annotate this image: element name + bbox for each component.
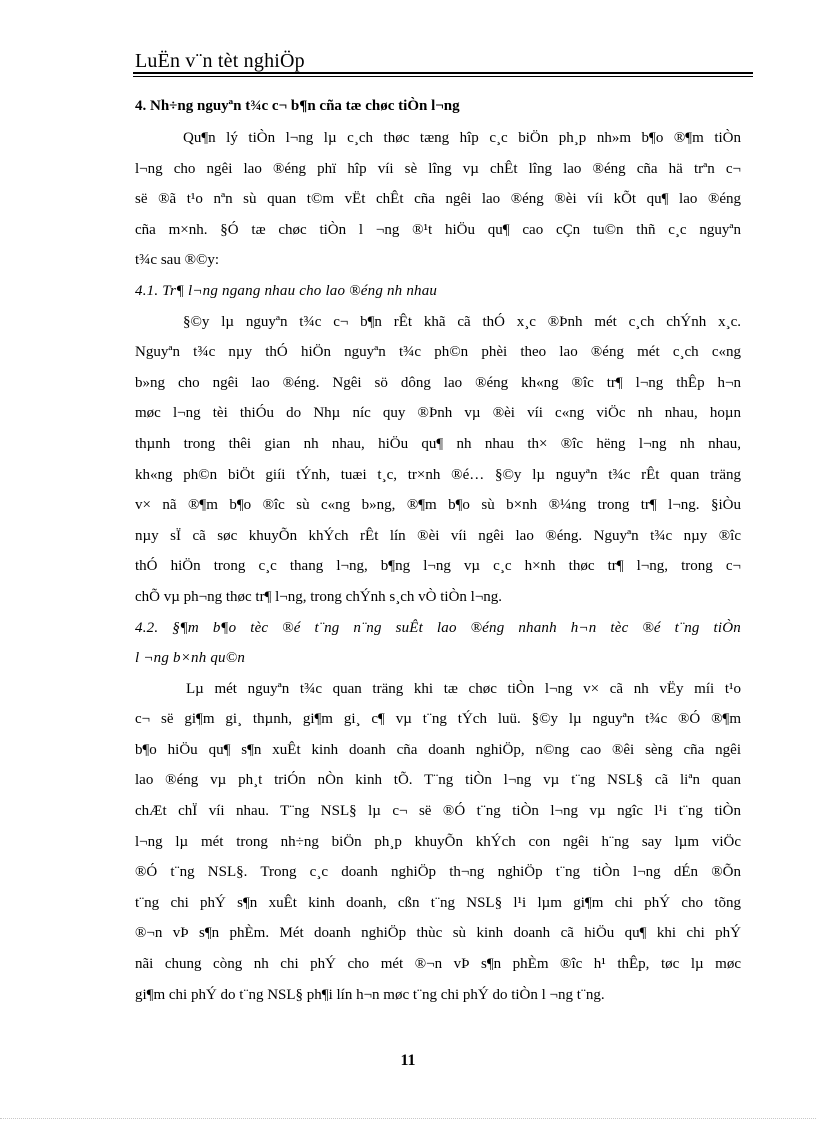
paragraph-line: Nguyªn t¾c nµy thÓ hiÖn nguyªn t¾c ph©n phèi theo lao ®éng mét c¸ch c«ng — [135, 344, 741, 361]
section-4-intro-paragraph — [135, 123, 741, 276]
paragraph-line: t¨ng chi phÝ s¶n xuÊt kinh doanh, cßn t¨ng NSL§ l¹i lµm gi¶m chi phÝ cho tõng — [135, 894, 741, 911]
paragraph-line: ®Ó t¨ng NSL§. Trong c¸c doanh nghiÖp th¬ng nghiÖp t¨ng tiÒn l¬ng dÉn ®Õn — [135, 864, 741, 881]
section-4-2-heading — [135, 613, 741, 674]
section-4-2-paragraph — [135, 674, 741, 1011]
paragraph-line: t¾c sau ®©y: — [135, 252, 220, 269]
paragraph-line: Lµ mét nguyªn t¾c quan träng khi tæ chøc tiÒn l¬ng v× cã nh vËy míi t¹o — [186, 680, 741, 697]
section-4-heading: 4. Nh÷ng nguyªn t¾c c¬ b¶n cña tæ chøc tiÒn l¬ng — [135, 98, 460, 114]
section-4-1-paragraph — [135, 307, 741, 613]
paragraph-line: møc l¬ng tèi thiÓu do Nhµ níc quy ®Þnh vµ ®èi víi c«ng viÖc nh nhau, hoµn — [135, 405, 741, 422]
paragraph-line: së ®ã t¹o nªn sù quan t©m vËt chÊt cña ngêi lao ®éng ®èi víi kÕt qu¶ lao ®éng — [135, 191, 741, 208]
page-edge-divider — [0, 1118, 816, 1119]
document-title: LuËn v¨n tèt nghiÖp — [135, 50, 305, 72]
page-body — [135, 91, 741, 1010]
paragraph-line: b»ng cho ngêi lao ®éng. Ngêi sö dông lao ®éng kh«ng ®îc tr¶ l¬ng thÊp h¬n — [135, 374, 741, 391]
paragraph-line: l¬ng lµ mét trong nh÷ng biÖn ph¸p khuyÕn khÝch con ngêi h¨ng say lµm viÖc — [135, 833, 741, 850]
paragraph-line: chÆt chÏ víi nhau. T¨ng NSL§ lµ c¬ së ®Ó t¨ng tiÒn l¬ng vµ ngîc l¹i t¨ng tiÒn — [135, 803, 741, 820]
paragraph-line: cña m×nh. §Ó tæ chøc tiÒn l ¬ng ®¹t hiÖu qu¶ cao cÇn tu©n thñ c¸c nguyªn — [135, 221, 741, 238]
header-rule-thin — [133, 76, 753, 77]
paragraph-line: Qu¶n lý tiÒn l¬ng lµ c¸ch thøc tæng hîp c¸c biÖn ph¸p nh»m b¶o ®¶m tiÒn — [183, 130, 741, 146]
section-4-1-heading: 4.1. Tr¶ l¬ng ngang nhau cho lao ®éng nh nhau — [135, 282, 438, 299]
paragraph-line: gi¶m chi phÝ do t¨ng NSL§ ph¶i lín h¬n møc t¨ng chi phÝ do tiÒn l ¬ng t¨ng. — [135, 986, 605, 1003]
paragraph-line: nµy sÏ cã søc khuyÕn khÝch rÊt lín ®èi víi ngêi lao ®éng. Nguyªn t¾c nµy ®îc — [135, 527, 741, 544]
heading-line: 4.2. §¶m b¶o tèc ®é t¨ng n¨ng suÊt lao ®éng nhanh h¬n tèc ®é t¨ng tiÒn — [135, 619, 741, 636]
paragraph-line: §©y lµ nguyªn t¾c c¬ b¶n rÊt khã cã thÓ x¸c ®Þnh mét c¸ch chÝnh x¸c. — [183, 313, 741, 330]
paragraph-line: ®¬n vÞ s¶n phÈm. Mét doanh nghiÖp thùc sù kinh doanh cã hiÖu qu¶ khi chi phÝ — [135, 925, 741, 942]
page-number: 11 — [400, 1052, 416, 1069]
paragraph-line: thµnh trong thêi gian nh nhau, hiÖu qu¶ nh nhau th× ®îc hëng l¬ng nh nhau, — [135, 435, 741, 452]
paragraph-line: chÕ vµ ph¬ng thøc tr¶ l¬ng, trong chÝnh s¸ch vÒ tiÒn l¬ng. — [135, 588, 503, 605]
page-header — [133, 48, 753, 78]
paragraph-line: kh«ng ph©n biÖt giíi tÝnh, tuæi t¸c, tr×nh ®é… §©y lµ nguyªn t¾c rÊt quan träng — [135, 466, 741, 483]
paragraph-line: lao ®éng vµ ph¸t triÓn nÒn kinh tÕ. T¨ng tiÒn l¬ng vµ t¨ng NSL§ cã liªn quan — [135, 772, 741, 789]
paragraph-line: l¬ng cho ngêi lao ®éng phï hîp víi sè lîng vµ chÊt lîng lao ®éng cña hä trªn c¬ — [135, 160, 741, 177]
paragraph-line: v× nã ®¶m b¶o ®îc sù c«ng b»ng, ®¶m b¶o sù b×nh ®¼ng trong tr¶ l¬ng. §iÒu — [135, 497, 741, 514]
header-rule-thick — [133, 72, 753, 74]
paragraph-line: thÓ hiÖn trong c¸c thang l¬ng, b¶ng l¬ng vµ c¸c h×nh thøc tr¶ l¬ng, trong c¬ — [135, 558, 741, 575]
paragraph-line: nãi chung còng nh chi phÝ cho mét ®¬n vÞ s¶n phÈm ®îc h¹ thÊp, tøc lµ møc — [135, 956, 741, 973]
paragraph-line: b¶o hiÖu qu¶ s¶n xuÊt kinh doanh cña doanh nghiÖp, n©ng cao ®êi sèng cña ngêi — [135, 741, 741, 758]
heading-line: l ¬ng b×nh qu©n — [135, 650, 246, 667]
paragraph-line: c¬ së gi¶m gi¸ thµnh, gi¶m gi¸ c¶ vµ t¨ng tÝch luü. §©y lµ nguyªn t¾c ®Ó ®¶m — [135, 711, 741, 728]
